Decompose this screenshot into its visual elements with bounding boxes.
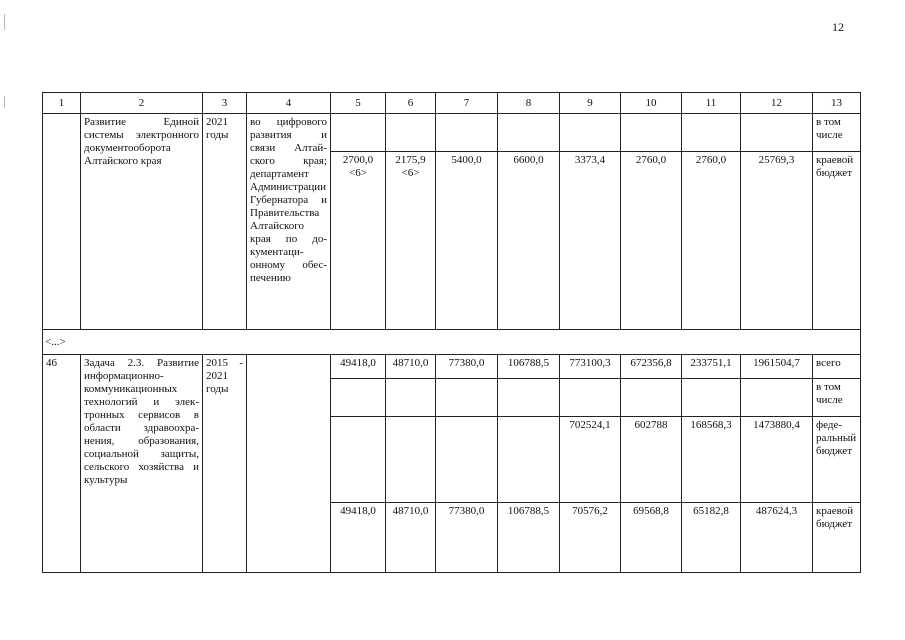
- value-cell: [682, 379, 741, 417]
- ellipsis-row: [43, 330, 861, 355]
- value-cell: 49418,0: [331, 355, 386, 379]
- funding-source-cell: федеральный бюджет: [813, 417, 861, 503]
- column-header-7: 7: [436, 93, 498, 114]
- row-number-cell: [43, 114, 81, 330]
- column-header-1: 1: [43, 93, 81, 114]
- value-cell: [386, 114, 436, 152]
- value-cell: 2175,9 <6>: [386, 152, 436, 330]
- period-cell: 2021 годы: [203, 114, 247, 330]
- program-name-cell: Развитие Единой системы электронного документооборота Алтайского края: [81, 114, 203, 330]
- scan-edge-marks: [0, 0, 10, 640]
- period-cell: [203, 355, 247, 573]
- value-cell: [386, 379, 436, 417]
- row-number-cell: 46: [43, 355, 81, 573]
- funding-source-cell: в том числе: [813, 114, 861, 152]
- value-cell: [560, 114, 621, 152]
- column-header-10: 10: [621, 93, 682, 114]
- column-header-6: 6: [386, 93, 436, 114]
- value-cell: 1473880,4: [741, 417, 813, 503]
- value-cell: [741, 379, 813, 417]
- value-cell: 65182,8: [682, 503, 741, 573]
- period-dash: -: [239, 357, 243, 369]
- period-start: 2015: [206, 357, 228, 369]
- value-cell: 2760,0: [621, 152, 682, 330]
- value-cell: [331, 379, 386, 417]
- funding-source-cell: всего: [813, 355, 861, 379]
- funding-source-cell: краевой бюджет: [813, 503, 861, 573]
- column-header-9: 9: [560, 93, 621, 114]
- value-cell: [498, 417, 560, 503]
- program-name-cell: Задача 2.3. Развитие информационно-коммуникационных технологий и электронных сервисов в области здравоохранения, образования, социальной защиты, сельского хозяйства и культуры: [81, 355, 203, 573]
- value-cell: [498, 114, 560, 152]
- value-cell: [436, 114, 498, 152]
- value-cell: 106788,5: [498, 503, 560, 573]
- budget-table-container: [42, 92, 861, 573]
- value-cell: 5400,0: [436, 152, 498, 330]
- value-cell: 77380,0: [436, 503, 498, 573]
- value-cell: 487624,3: [741, 503, 813, 573]
- value-cell: 168568,3: [682, 417, 741, 503]
- value-cell: [621, 114, 682, 152]
- funding-source-cell: краевой бюджет: [813, 152, 861, 330]
- header-row: [43, 93, 861, 114]
- value-cell: 69568,8: [621, 503, 682, 573]
- value-cell: [560, 379, 621, 417]
- column-header-2: 2: [81, 93, 203, 114]
- page-number: 12: [832, 20, 844, 34]
- value-cell: 1961504,7: [741, 355, 813, 379]
- column-header-5: 5: [331, 93, 386, 114]
- funding-source-cell: в том числе: [813, 379, 861, 417]
- value-cell: 48710,0: [386, 355, 436, 379]
- value-cell: 70576,2: [560, 503, 621, 573]
- executor-cell: во цифрового развития и связи Алтайского края; департамент Администрации Губернатора и Правительства Алтайского края по документационному обеспечению: [247, 114, 331, 330]
- value-cell: [621, 379, 682, 417]
- period-end: 2021 годы: [206, 370, 229, 395]
- value-cell: 773100,3: [560, 355, 621, 379]
- table-row: [43, 355, 861, 379]
- column-header-8: 8: [498, 93, 560, 114]
- value-cell: 702524,1: [560, 417, 621, 503]
- column-header-13: 13: [813, 93, 861, 114]
- value-cell: [498, 379, 560, 417]
- value-cell: [386, 417, 436, 503]
- column-header-11: 11: [682, 93, 741, 114]
- value-cell: 6600,0: [498, 152, 560, 330]
- value-cell: [436, 379, 498, 417]
- value-cell: 2700,0 <6>: [331, 152, 386, 330]
- value-cell: 49418,0: [331, 503, 386, 573]
- value-cell: 602788: [621, 417, 682, 503]
- value-cell: 3373,4: [560, 152, 621, 330]
- value-cell: 233751,1: [682, 355, 741, 379]
- value-cell: [741, 114, 813, 152]
- value-cell: 2760,0: [682, 152, 741, 330]
- value-cell: [682, 114, 741, 152]
- column-header-4: 4: [247, 93, 331, 114]
- value-cell: 77380,0: [436, 355, 498, 379]
- table-row: [43, 114, 861, 152]
- ellipsis-cell: <...>: [43, 330, 861, 355]
- value-cell: 25769,3: [741, 152, 813, 330]
- value-cell: 672356,8: [621, 355, 682, 379]
- budget-table: [42, 92, 861, 573]
- column-header-3: 3: [203, 93, 247, 114]
- executor-cell: [247, 355, 331, 573]
- column-header-12: 12: [741, 93, 813, 114]
- value-cell: [331, 114, 386, 152]
- value-cell: [436, 417, 498, 503]
- value-cell: 48710,0: [386, 503, 436, 573]
- value-cell: [331, 417, 386, 503]
- value-cell: 106788,5: [498, 355, 560, 379]
